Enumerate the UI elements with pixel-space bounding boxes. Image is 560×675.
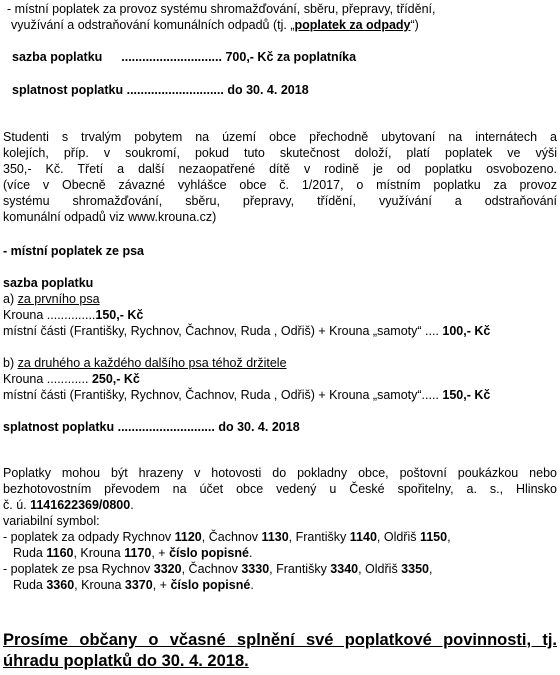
vs-waste-text: , [447, 530, 451, 544]
dog-second-label: za druhého a každého dalšího psa téhož držitele [17, 356, 287, 370]
vs-dog-line-2 [13, 577, 254, 593]
account-label: č. ú. [3, 498, 31, 512]
payment-line-2: bezhotovostním převodem na účet obce vedený u České spořitelny, a. s., Hlinsko [3, 482, 557, 496]
dog-second-parts-line [3, 387, 490, 403]
dog-due-value: do 30. 4. 2018 [218, 420, 300, 434]
vs-waste-line-1 [3, 529, 451, 545]
vs-dog-text: , Čachnov [181, 562, 242, 576]
dog-due-dots: ............................ [117, 420, 215, 434]
vs-dog-text: - poplatek ze psa Rychnov [3, 562, 154, 576]
dog-second-label-line [3, 355, 287, 371]
account-period: . [130, 498, 134, 512]
waste-intro-line1 [7, 1, 435, 17]
dog-first-krouna-line [3, 307, 143, 323]
waste-fee-name: poplatek za odpady [294, 18, 411, 32]
vs-waste-line-2 [13, 545, 252, 561]
account-number: 1141622369/0800 [30, 498, 131, 512]
dog-second-parts-label: místní části (Františky, Rychnov, Čachnov, Ruda , Odřiš) + Krouna „samoty“..... [3, 388, 443, 402]
vs-dog-text: , Oldřiš [358, 562, 402, 576]
waste-intro-line2 [11, 17, 419, 33]
dog-first-parts-line [3, 323, 490, 339]
students-line-5: systému shromažďování, sběru, přepravy, třídění, využívání a odstraňování [3, 194, 557, 208]
dog-rate-heading: sazba poplatku [3, 276, 94, 290]
dog-first-label-line [3, 291, 100, 307]
vs-dog-code: 3360 [46, 578, 75, 592]
vs-dog-text: , + [152, 578, 171, 592]
vs-dog-code: 3350 [401, 562, 429, 576]
students-line-4: (více v Obecně závazné vyhlášce obce č. 1/2017, o místním poplatku za provoz [3, 178, 557, 192]
vs-dog-text: Ruda [13, 578, 47, 592]
vs-dog-code: 3340 [330, 562, 359, 576]
students-line-6: komunální odpadů viz www.krouna.cz) [3, 210, 217, 224]
waste-due-value: do 30. 4. 2018 [227, 83, 309, 97]
dog-first-parts-value: 100,- Kč [442, 324, 491, 338]
vs-dog-text: , [428, 562, 433, 576]
waste-due-dots: ............................ [126, 83, 224, 97]
vs-waste-house-number: číslo popisné [169, 546, 249, 560]
dog-second-prefix: b) [3, 356, 18, 370]
vs-dog-text: , Františky [269, 562, 331, 576]
payment-line-3 [3, 497, 134, 513]
waste-rate-value: 700,- Kč za poplatníka [225, 50, 357, 64]
dog-due-line [3, 419, 300, 435]
vs-waste-text: , + [151, 546, 170, 560]
waste-due-label: splatnost poplatku [12, 83, 124, 97]
waste-due-line [12, 82, 309, 98]
waste-intro-text: - místní poplatek za provoz systému shromažďování, sběru, přepravy, třídění, [7, 2, 436, 16]
dog-first-krouna-label: Krouna .............. [3, 308, 96, 322]
dog-second-parts-value: 150,- Kč [442, 388, 491, 402]
dog-heading-pre: - místní [3, 244, 51, 258]
payment-line-1: Poplatky mohou být hrazeny v hotovosti do pokladny obce, poštovní poukázkou nebo [3, 466, 557, 480]
dog-first-krouna-value: 150,- Kč [95, 308, 144, 322]
waste-rate-label: sazba poplatku [12, 50, 103, 64]
vs-dog-text: , Krouna [74, 578, 125, 592]
waste-rate-dots: ............................. [121, 50, 222, 64]
vs-waste-code: 1130 [261, 530, 289, 544]
vs-waste-code: 1150 [419, 530, 448, 544]
dog-heading [3, 243, 144, 259]
vs-waste-text: , Čachnov [201, 530, 262, 544]
dog-second-krouna-value: 250,- Kč [91, 372, 140, 386]
dog-second-krouna-label: Krouna ............ [3, 372, 92, 386]
waste-intro-text2: využívání a odstraňování komunálních odpadů (tj. „ [11, 18, 295, 32]
vs-dog-code: 3330 [241, 562, 270, 576]
vs-waste-text: - poplatek za odpady Rychnov [3, 530, 175, 544]
vs-waste-text: , Františky [288, 530, 350, 544]
variable-symbol-label: variabilní symbol: [3, 514, 100, 528]
vs-dog-text: . [250, 578, 254, 592]
vs-waste-code: 1140 [349, 530, 377, 544]
students-line-2: kolejích, příp. v soukromí, pokud tuto skutečnost doloží, platí poplatek ve výši [3, 146, 557, 160]
vs-dog-house-number: číslo popisné [170, 578, 251, 592]
dog-due-label: splatnost poplatku [3, 420, 115, 434]
students-line-3: 350,- Kč. Třetí a další nezaopatřené dítě v rodině je od poplatku osvobozeno. [3, 162, 557, 176]
vs-waste-text: , Krouna [73, 546, 125, 560]
vs-dog-line-1 [3, 561, 432, 577]
vs-waste-code: 1120 [174, 530, 202, 544]
dog-first-prefix: a) [3, 292, 18, 306]
vs-dog-code: 3320 [153, 562, 182, 576]
vs-waste-text: , Oldřiš [376, 530, 420, 544]
vs-waste-code: 1160 [46, 546, 74, 560]
vs-waste-code: 1170 [124, 546, 152, 560]
closing-line-1: Prosíme občany o včasné splnění své poplatkové povinnosti, tj. [3, 631, 557, 649]
vs-dog-code: 3370 [124, 578, 153, 592]
waste-rate-line [12, 49, 356, 65]
dog-second-krouna-line [3, 371, 140, 387]
dog-fee-name: poplatek ze psa [50, 244, 145, 258]
dog-first-label: za prvního psa [17, 292, 100, 306]
closing-line-2: úhradu poplatků do 30. 4. 2018. [3, 652, 249, 670]
students-line-1: Studenti s trvalým pobytem na území obce přechodně ubytovaní na internátech a [3, 130, 557, 144]
waste-intro-close: “) [410, 18, 419, 32]
dog-first-parts-label: místní části (Františky, Rychnov, Čachnov, Ruda , Odřiš) + Krouna „samoty“ .... [3, 324, 443, 338]
vs-waste-text: . [248, 546, 253, 560]
vs-waste-text: Ruda [13, 546, 47, 560]
